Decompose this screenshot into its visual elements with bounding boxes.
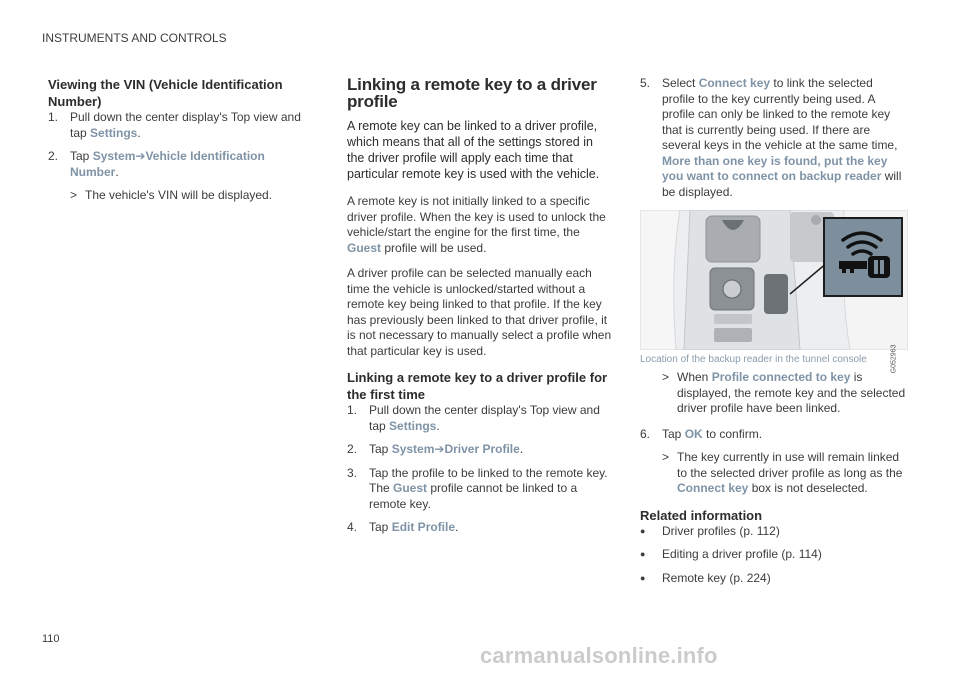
step-number: 2. (347, 442, 358, 456)
figure-caption: Location of the backup reader in the tunnel console (640, 354, 867, 365)
text: will be displayed. (662, 169, 902, 199)
link-result-5 (662, 370, 908, 417)
step-text (369, 442, 613, 458)
arrow-right-icon: ➔ (135, 149, 146, 163)
system-term: System (391, 442, 435, 456)
text: Tap (369, 442, 392, 456)
bullet-icon: ● (640, 549, 646, 559)
paragraph-guest (347, 194, 613, 256)
column-link-key (347, 76, 613, 544)
link-step-6 (640, 427, 908, 443)
link-step-2 (347, 442, 613, 458)
site-watermark: carmanualsonline.info (480, 643, 718, 668)
column-continued (640, 76, 908, 594)
related-link-text[interactable]: Editing a driver profile (p. 114) (662, 547, 822, 561)
step-number: 4. (347, 520, 358, 534)
text: . (455, 520, 459, 534)
result-text: The vehicle's VIN will be displayed. (85, 188, 273, 202)
step-text (369, 466, 613, 513)
step-text (369, 403, 613, 434)
text: is displayed, the remote key and the selected driver profile have been linked. (677, 370, 906, 415)
text: . (519, 442, 524, 456)
intro-paragraph: A remote key can be linked to a driver profile, which means that all of the settings stored in the driver profile will apply each time that particular remote key is used with the vehicle. (347, 119, 600, 181)
link-step-1 (347, 403, 613, 434)
connect-key-term: Connect key (698, 76, 771, 90)
step-number: 2. (48, 149, 59, 163)
vin-term: Vehicle Identification Number (70, 149, 265, 179)
guest-term: Guest (393, 481, 428, 495)
text: . (436, 418, 440, 433)
text: Tap (662, 426, 685, 441)
vin-step-1 (48, 110, 316, 141)
step-text (70, 110, 316, 141)
text: Tap (70, 149, 93, 163)
vin-result (70, 188, 316, 204)
settings-term: Settings (389, 418, 437, 433)
text: Tap (369, 520, 392, 534)
console-drawing (640, 210, 908, 350)
vin-heading: Viewing the VIN (Vehicle Identification Number) (48, 77, 283, 109)
text: to confirm. (702, 426, 763, 441)
more-than-one-key-message: More than one key is found, put the key you want to connect on backup reader (662, 153, 888, 183)
text: Select (662, 76, 699, 90)
system-term: System (92, 149, 136, 163)
result-marker-icon: > (662, 370, 670, 384)
edit-profile-term: Edit Profile (391, 520, 456, 534)
related-link-text[interactable]: Driver profiles (p. 112) (662, 523, 780, 538)
link-step-5 (640, 76, 908, 200)
text: A remote key is not initially linked to a specific driver profile. When the key is used to unlock the vehicle/start the engine for the first time, the (347, 194, 606, 239)
result-marker-icon: > (662, 450, 670, 464)
text: profile will be used. (381, 240, 487, 255)
text: The key currently in use will remain linked to the selected driver profile as long as the (677, 450, 903, 480)
guest-term: Guest (347, 240, 382, 255)
related-link-text[interactable]: Remote key (p. 224) (662, 570, 771, 585)
page-number: 110 (42, 633, 60, 645)
text: profile cannot be linked to a remote key. (369, 481, 578, 511)
step-text (662, 427, 908, 443)
step-number: 1. (347, 403, 358, 417)
related-link-remote-key[interactable] (640, 571, 908, 587)
ok-term: OK (684, 426, 703, 441)
step-number: 5. (640, 76, 651, 90)
text: box is not deselected. (748, 481, 868, 495)
related-link-editing-profile[interactable] (640, 547, 908, 563)
result-text (677, 370, 908, 417)
profile-connected-message: Profile connected to key (711, 370, 851, 384)
first-time-subheading: Linking a remote key to a driver profile for the first time (347, 370, 608, 402)
link-step-3 (347, 466, 613, 513)
figure-code: G052963 (890, 344, 898, 373)
link-result-6 (662, 450, 908, 497)
step-number: 3. (347, 465, 358, 480)
result-marker-icon: > (70, 188, 78, 202)
text: to link the selected profile to the key currently being used. A profile can only be linked to the remote key that is currently being used. If there are several keys in the vehicle at the same time, (662, 76, 898, 152)
running-header: INSTRUMENTS AND CONTROLS (42, 31, 227, 45)
connect-key-term: Connect key (677, 481, 749, 495)
step-text (369, 520, 613, 536)
vin-step-2 (48, 149, 316, 180)
text: Pull down the center display's Top view and tap (70, 110, 301, 140)
step-text (70, 149, 316, 180)
column-vin (48, 76, 316, 214)
text: . (115, 164, 119, 179)
result-text (677, 450, 908, 497)
link-step-4 (347, 520, 613, 536)
text: Tap the profile to be linked to the remote key. The (369, 465, 608, 495)
settings-term: Settings (90, 125, 138, 140)
bullet-icon: ● (640, 572, 646, 583)
paragraph-manual: A driver profile can be selected manually each time the vehicle is unlocked/started without a remote key being linked to that profile. If the key has previously been linked to that driver profile, it is not necessary to manually select a profile when that particular key is used. (347, 266, 612, 358)
text: When (677, 370, 712, 384)
text: Pull down the center display's Top view and tap (369, 403, 600, 433)
link-key-heading: Linking a remote key to a driver profile (347, 75, 597, 111)
related-link-driver-profiles[interactable] (640, 524, 908, 540)
step-number: 6. (640, 426, 651, 441)
bullet-icon: ● (640, 525, 646, 536)
driver-profile-term: Driver Profile (444, 442, 520, 456)
text: . (137, 125, 141, 140)
step-number: 1. (48, 110, 59, 124)
step-text (662, 76, 908, 200)
related-information-heading: Related information (640, 507, 763, 523)
arrow-right-icon: ➔ (434, 442, 445, 456)
